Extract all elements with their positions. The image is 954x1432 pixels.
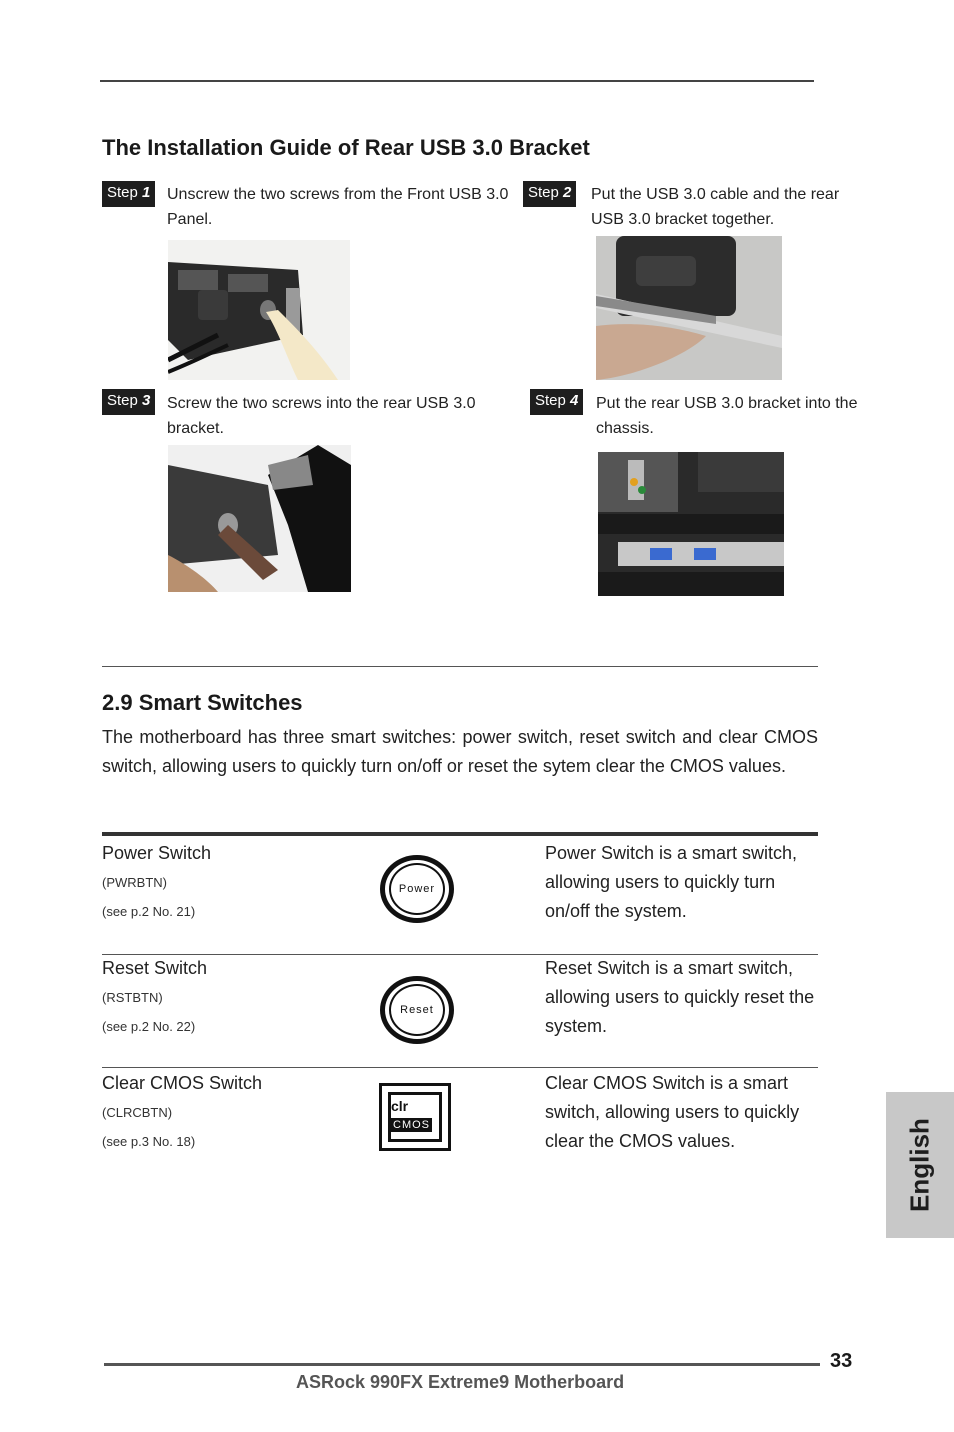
step-3-text: Screw the two screws into the rear USB 3.0 bracket. — [167, 395, 476, 437]
clear-cmos-icon-label-bottom: CMOS — [393, 1119, 430, 1131]
section-title: The Installation Guide of Rear USB 3.0 Bracket — [102, 135, 590, 160]
section-heading: 2.9 Smart Switches — [102, 690, 303, 715]
step-word: Step — [107, 184, 138, 201]
step-2-badge — [523, 181, 576, 207]
screwing-bracket-photo — [168, 445, 351, 592]
step-word: Step — [528, 184, 559, 201]
switch-description: Clear CMOS Switch is a smart switch, allowing users to quickly clear the CMOS values. — [545, 1073, 800, 1151]
switch-name: Clear CMOS Switch — [102, 1073, 263, 1093]
step-word: Step — [535, 392, 566, 409]
step-number: 1 — [142, 184, 151, 201]
power-switch-icon — [380, 855, 454, 923]
switch-description: Reset Switch is a smart switch, allowing users to quickly reset the system. — [545, 958, 815, 1036]
step-word: Step — [107, 392, 138, 409]
reset-switch-icon — [380, 976, 454, 1044]
switch-ref: (see p.2 No. 22) — [102, 1019, 196, 1034]
step-2-text: Put the USB 3.0 cable and the rear USB 3.0 bracket together. — [591, 186, 840, 228]
step-number: 4 — [570, 392, 579, 409]
top-rule — [100, 80, 814, 82]
clear-cmos-icon-label-top: clr — [391, 1098, 409, 1114]
reset-switch-icon-label: Reset — [389, 984, 445, 1036]
step-4-text: Put the rear USB 3.0 bracket into the chassis. — [596, 395, 858, 437]
footer-rule — [104, 1363, 820, 1366]
switch-description: Power Switch is a smart switch, allowing users to quickly turn on/off the system. — [545, 843, 798, 921]
switch-name: Power Switch — [102, 843, 212, 863]
switch-ref: (see p.2 No. 21) — [102, 904, 196, 919]
step-1-badge — [102, 181, 155, 207]
step-number: 2 — [563, 184, 572, 201]
row-divider — [102, 1067, 818, 1068]
power-switch-icon-label: Power — [389, 863, 445, 915]
section-divider — [102, 666, 818, 667]
language-label: English — [904, 1118, 935, 1212]
step-number: 3 — [142, 392, 151, 409]
language-side-tab — [886, 1092, 954, 1238]
step-4-badge — [530, 389, 583, 415]
switch-name: Reset Switch — [102, 958, 208, 978]
switch-ref: (see p.3 No. 18) — [102, 1134, 196, 1149]
table-top-rule — [102, 832, 818, 836]
bracket-in-chassis-photo — [598, 452, 784, 596]
switch-code: (CLRCBTN) — [102, 1105, 173, 1120]
footer-text: ASRock 990FX Extreme9 Motherboard — [296, 1372, 625, 1392]
unscrewing-front-panel-photo — [168, 240, 350, 380]
intro-paragraph: The motherboard has three smart switches: power switch, reset switch and clear CMOS switch, allowing users to quickly turn on/off or reset the sytem clear the CMOS values. — [102, 727, 818, 776]
page-number: 33 — [830, 1350, 853, 1372]
switch-code: (PWRBTN) — [102, 875, 167, 890]
step-1-text: Unscrew the two screws from the Front USB 3.0 Panel. — [167, 186, 509, 228]
step-3-badge — [102, 389, 155, 415]
clear-cmos-switch-icon — [379, 1083, 451, 1151]
cable-and-bracket-photo — [596, 236, 782, 380]
switch-code: (RSTBTN) — [102, 990, 163, 1005]
